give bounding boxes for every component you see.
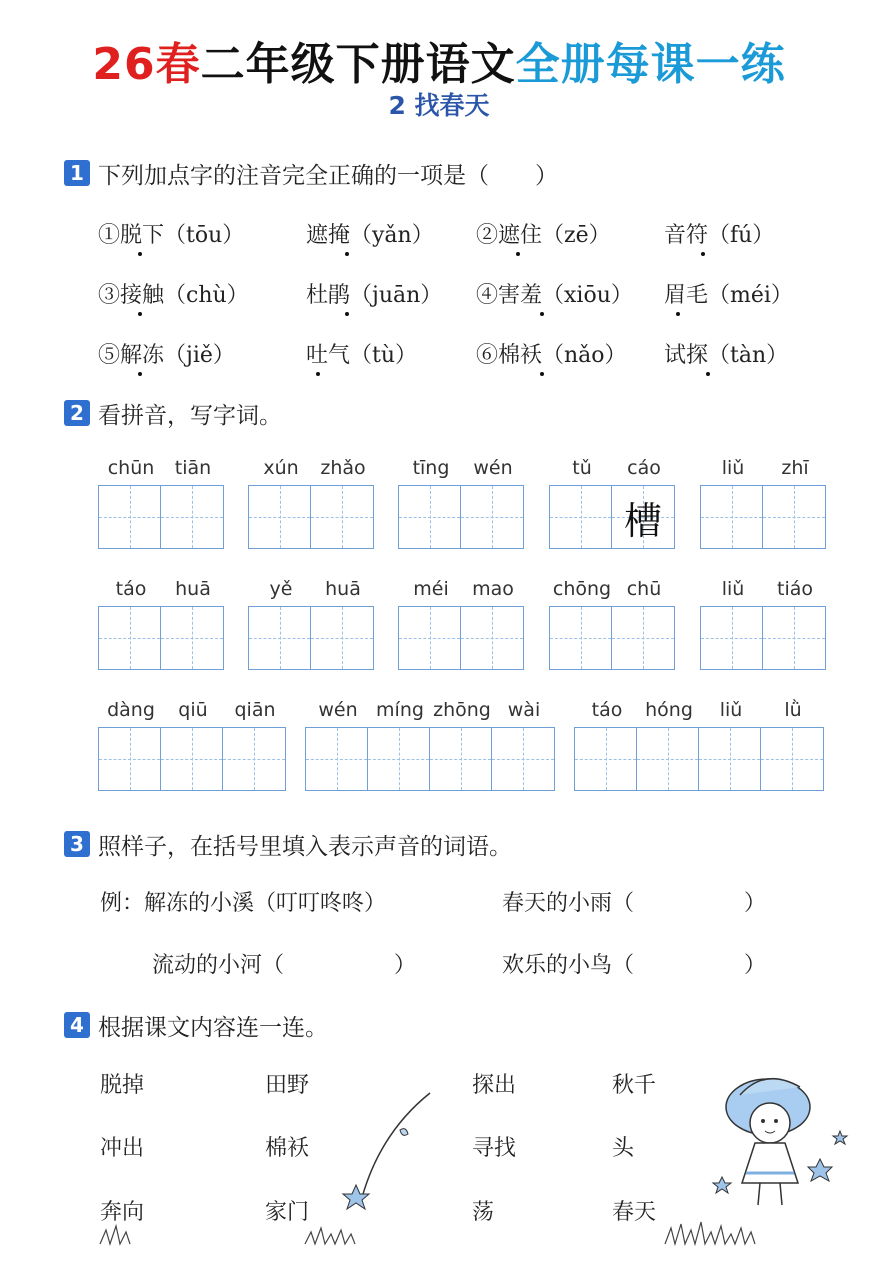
option-3a: ③接触（chù） (98, 283, 249, 308)
pinyin: hóng (645, 699, 693, 721)
match-item[interactable]: 秋千 (612, 1073, 657, 1098)
question-prompt: 照样子，在括号里填入表示声音的词语。 (98, 833, 512, 860)
pinyin: wén (318, 699, 358, 721)
question-1-header (64, 158, 558, 188)
writing-grid[interactable] (305, 727, 555, 791)
pinyin: yě (269, 578, 293, 600)
writing-grid[interactable] (574, 727, 824, 791)
writing-grid[interactable] (248, 485, 374, 549)
question-number-badge: 2 (64, 400, 90, 426)
pinyin: huā (325, 578, 361, 600)
pinyin: chūn (107, 457, 155, 479)
pinyin: tīng (412, 457, 450, 479)
pinyin: táo (591, 699, 623, 721)
pinyin: qiū (178, 699, 208, 721)
writing-grid[interactable] (398, 606, 524, 670)
question-2-header (64, 398, 282, 428)
pinyin: chōng (552, 578, 612, 600)
pinyin: qiān (234, 699, 276, 721)
emphasis-dot (540, 372, 544, 376)
fill-item[interactable]: 欢乐的小鸟（ ） (502, 953, 767, 978)
pinyin: wài (507, 699, 541, 721)
writing-grid[interactable] (98, 485, 224, 549)
filled-character: 槽 (623, 498, 662, 543)
question-number-badge: 4 (64, 1012, 90, 1038)
option-2b: 音符（fú） (664, 223, 775, 248)
match-item[interactable]: 田野 (265, 1073, 310, 1098)
writing-grid[interactable] (398, 485, 524, 549)
emphasis-dot (345, 252, 349, 256)
pinyin: xún (263, 457, 299, 479)
emphasis-dot (316, 372, 320, 376)
fill-item[interactable]: 流动的小河（ ） (152, 953, 417, 978)
pinyin: tǔ (572, 457, 592, 479)
pinyin: míng (376, 699, 424, 721)
pinyin: tiáo (777, 578, 813, 600)
pinyin: mao (472, 578, 514, 600)
pinyin: liǔ (721, 457, 745, 479)
writing-grid[interactable] (549, 606, 675, 670)
writing-grid[interactable] (700, 485, 826, 549)
page-title (0, 28, 878, 92)
pinyin: liǔ (719, 699, 743, 721)
writing-grid[interactable] (700, 606, 826, 670)
lesson-title: 2 找春天 (388, 91, 490, 120)
writing-grid[interactable] (98, 727, 286, 791)
pinyin: zhī (781, 457, 809, 479)
writing-grid[interactable] (98, 606, 224, 670)
emphasis-dot (345, 312, 349, 316)
pinyin: tiān (174, 457, 212, 479)
pinyin: cáo (627, 457, 661, 479)
question-number-badge: 3 (64, 831, 90, 857)
match-item[interactable]: 奔向 (100, 1200, 145, 1225)
pinyin: wén (473, 457, 513, 479)
question-4-header (64, 1010, 328, 1040)
title-part-blue: 全册每课一练 (515, 39, 786, 90)
option-6b: 试探（tàn） (664, 343, 789, 368)
emphasis-dot (138, 372, 142, 376)
pinyin: zhōng (433, 699, 491, 721)
option-4a: ④害羞（xiōu） (476, 283, 633, 308)
question-prompt: 根据课文内容连一连。 (98, 1014, 328, 1041)
match-item[interactable]: 寻找 (472, 1136, 517, 1161)
pinyin: méi (413, 578, 449, 600)
pinyin: zhǎo (320, 457, 366, 479)
pinyin: chū (626, 578, 662, 600)
question-prompt: 看拼音，写字词。 (98, 402, 282, 429)
pinyin: lǜ (784, 699, 802, 721)
match-item[interactable]: 探出 (472, 1073, 517, 1098)
question-3-header (64, 829, 512, 859)
title-part-black: 二年级下册语文 (200, 39, 516, 90)
emphasis-dot (516, 252, 520, 256)
match-item[interactable]: 脱掉 (100, 1073, 145, 1098)
fill-item[interactable]: 春天的小雨（ ） (502, 891, 767, 916)
match-item[interactable]: 头 (612, 1136, 635, 1161)
example-text: 例：解冻的小溪（叮叮咚咚） (100, 891, 387, 916)
option-3b: 杜鹃（juān） (306, 283, 443, 308)
match-item[interactable]: 家门 (265, 1200, 310, 1225)
option-2a: ②遮住（zē） (476, 223, 611, 248)
writing-grid[interactable] (549, 485, 675, 549)
option-5b: 吐气（tù） (306, 343, 418, 368)
emphasis-dot (676, 312, 680, 316)
writing-grid[interactable] (248, 606, 374, 670)
pinyin: dàng (107, 699, 155, 721)
option-4b: 眉毛（méi） (664, 283, 793, 308)
girl-illustration (700, 1065, 870, 1225)
option-5a: ⑤解冻（jiě） (98, 343, 235, 368)
question-prompt: 下列加点字的注音完全正确的一项是（ ） (98, 162, 558, 189)
emphasis-dot (138, 252, 142, 256)
option-1a: ①脱下（tōu） (98, 223, 245, 248)
option-6a: ⑥棉袄（nǎo） (476, 343, 627, 368)
match-item[interactable]: 春天 (612, 1200, 657, 1225)
emphasis-dot (138, 312, 142, 316)
match-item[interactable]: 荡 (472, 1200, 495, 1225)
title-part-red: 26春 (92, 39, 201, 90)
emphasis-dot (540, 312, 544, 316)
option-1b: 遮掩（yǎn） (306, 223, 434, 248)
question-number-badge: 1 (64, 160, 90, 186)
emphasis-dot (701, 252, 705, 256)
emphasis-dot (706, 372, 710, 376)
pinyin: liǔ (721, 578, 745, 600)
match-item[interactable]: 棉袄 (265, 1136, 310, 1161)
match-item[interactable]: 冲出 (100, 1136, 145, 1161)
flower-icon (330, 1085, 440, 1225)
pinyin: huā (175, 578, 211, 600)
pinyin: táo (115, 578, 147, 600)
